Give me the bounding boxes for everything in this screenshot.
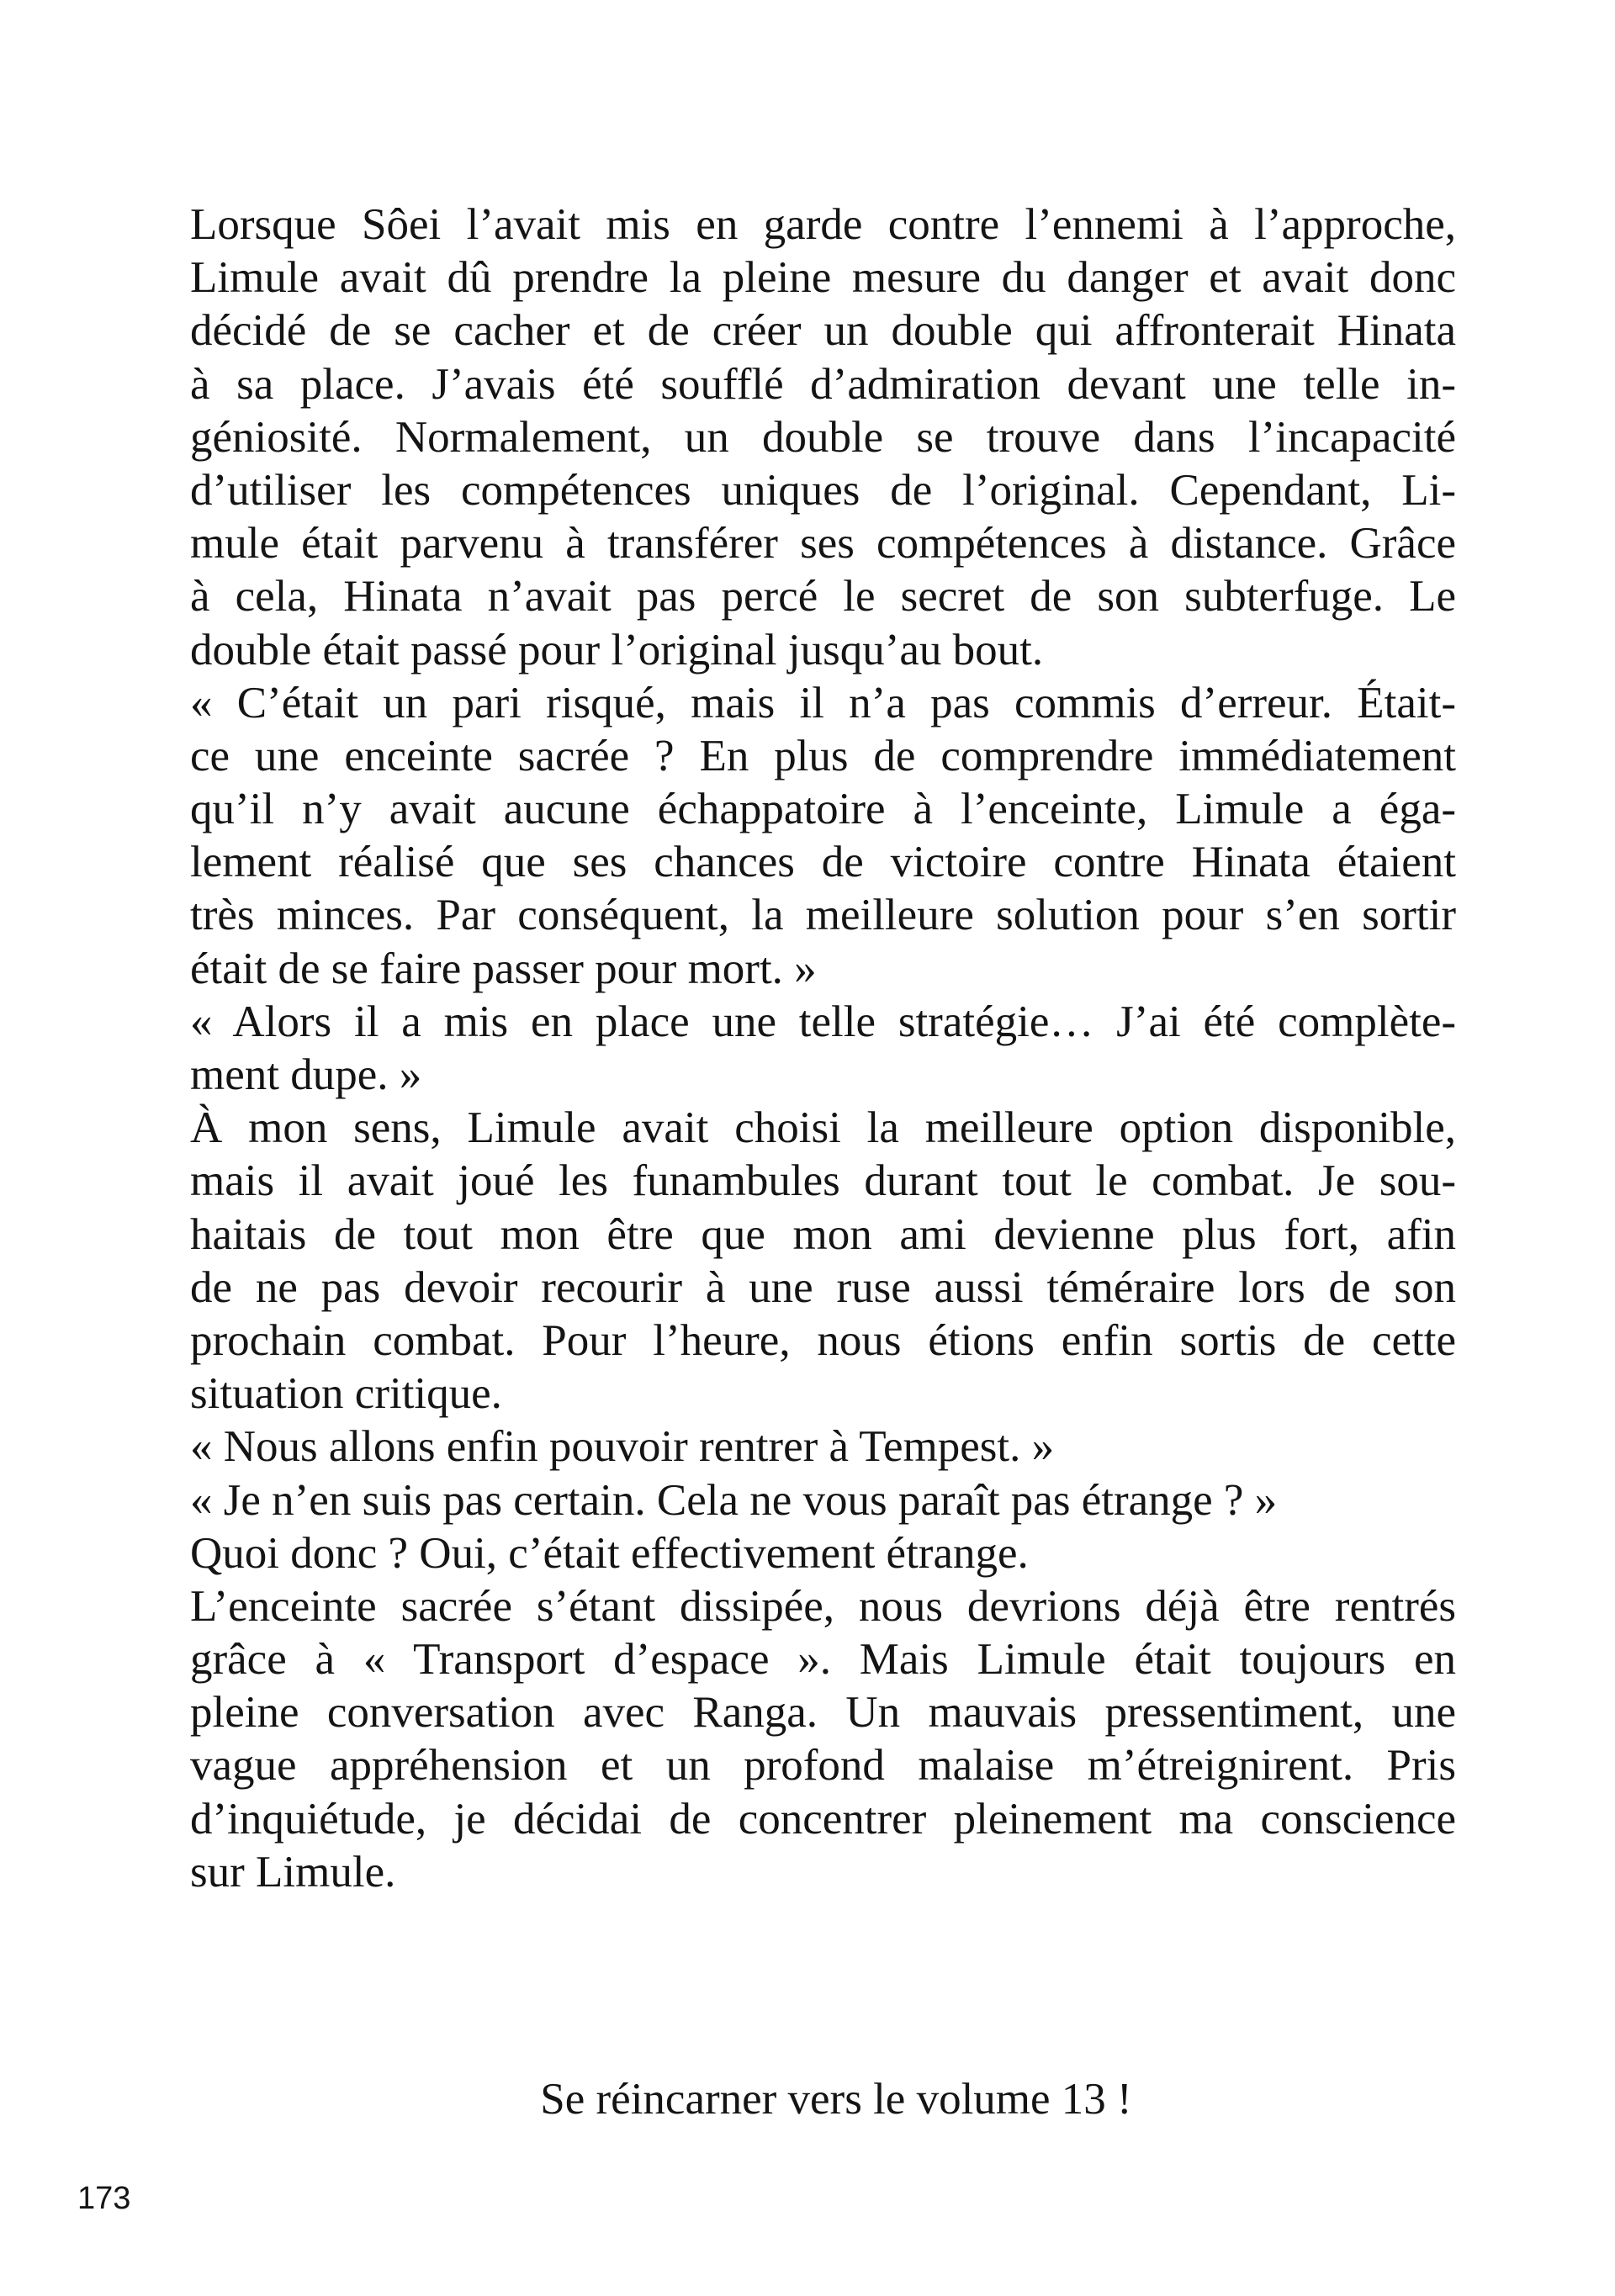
text-line: lement réalisé que ses chances de victoire contre Hinata étaient [190,838,1456,887]
next-volume-teaser: Se réincarner vers le volume 13 ! [540,2075,1132,2124]
text-line: ce une enceinte sacrée ? En plus de comprendre immédiatement [190,731,1456,780]
text-line: à cela, Hinata n’avait pas percé le secret de son subterfuge. Le [190,572,1456,622]
text-line: « Alors il a mis en place une telle stratégie… J’ai été complète- [190,997,1456,1046]
text-line: prochain combat. Pour l’heure, nous étions enfin sortis de cette [190,1315,1456,1365]
text-line: mule était parvenu à transférer ses compétences à distance. Grâce [190,519,1456,569]
text-line: très minces. Par conséquent, la meilleure solution pour s’en sortir [190,891,1456,940]
text-line: mais il avait joué les funambules durant tout le combat. Je sou- [190,1156,1456,1206]
text-line: haitais de tout mon être que mon ami devienne plus fort, afin [190,1209,1456,1259]
text-line: « Nous allons enfin pouvoir rentrer à Tempest. » [190,1422,1055,1472]
page-number: 173 [77,2181,131,2216]
text-line: Quoi donc ? Oui, c’était effectivement étrange. [190,1528,1029,1578]
text-line: pleine conversation avec Ranga. Un mauvais pressentiment, une [190,1688,1456,1738]
text-line: décidé de se cacher et de créer un double qui affronterait Hinata [190,306,1456,356]
text-line: L’enceinte sacrée s’étant dissipée, nous devrions déjà être rentrés [190,1581,1456,1631]
text-line: À mon sens, Limule avait choisi la meilleure option disponible, [190,1103,1456,1153]
text-line: Limule avait dû prendre la pleine mesure du danger et avait donc [190,253,1456,303]
body-text [190,198,1456,1899]
text-line: situation critique. [190,1369,502,1419]
text-line: Lorsque Sôei l’avait mis en garde contre l’ennemi à l’approche, [190,200,1456,249]
text-line: à sa place. J’avais été soufflé d’admiration devant une telle in- [190,359,1456,409]
text-line: sur Limule. [190,1847,396,1897]
text-line: était de se faire passer pour mort. » [190,944,817,993]
text-line: ment dupe. » [190,1050,422,1099]
text-line: d’utiliser les compétences uniques de l’original. Cependant, Li- [190,465,1456,515]
text-line: grâce à « Transport d’espace ». Mais Limule était toujours en [190,1635,1456,1685]
text-line: d’inquiétude, je décidai de concentrer pleinement ma conscience [190,1794,1456,1844]
text-line: « Je n’en suis pas certain. Cela ne vous paraît pas étrange ? » [190,1475,1278,1525]
text-line: de ne pas devoir recourir à une ruse aussi téméraire lors de son [190,1262,1456,1312]
text-line: géniosité. Normalement, un double se trouve dans l’incapacité [190,412,1456,462]
text-line: « C’était un pari risqué, mais il n’a pas commis d’erreur. Était- [190,678,1456,727]
text-line: double était passé pour l’original jusqu’au bout. [190,625,1044,675]
text-line: qu’il n’y avait aucune échappatoire à l’enceinte, Limule a éga- [190,785,1456,834]
text-line: vague appréhension et un profond malaise m’étreignirent. Pris [190,1741,1456,1791]
